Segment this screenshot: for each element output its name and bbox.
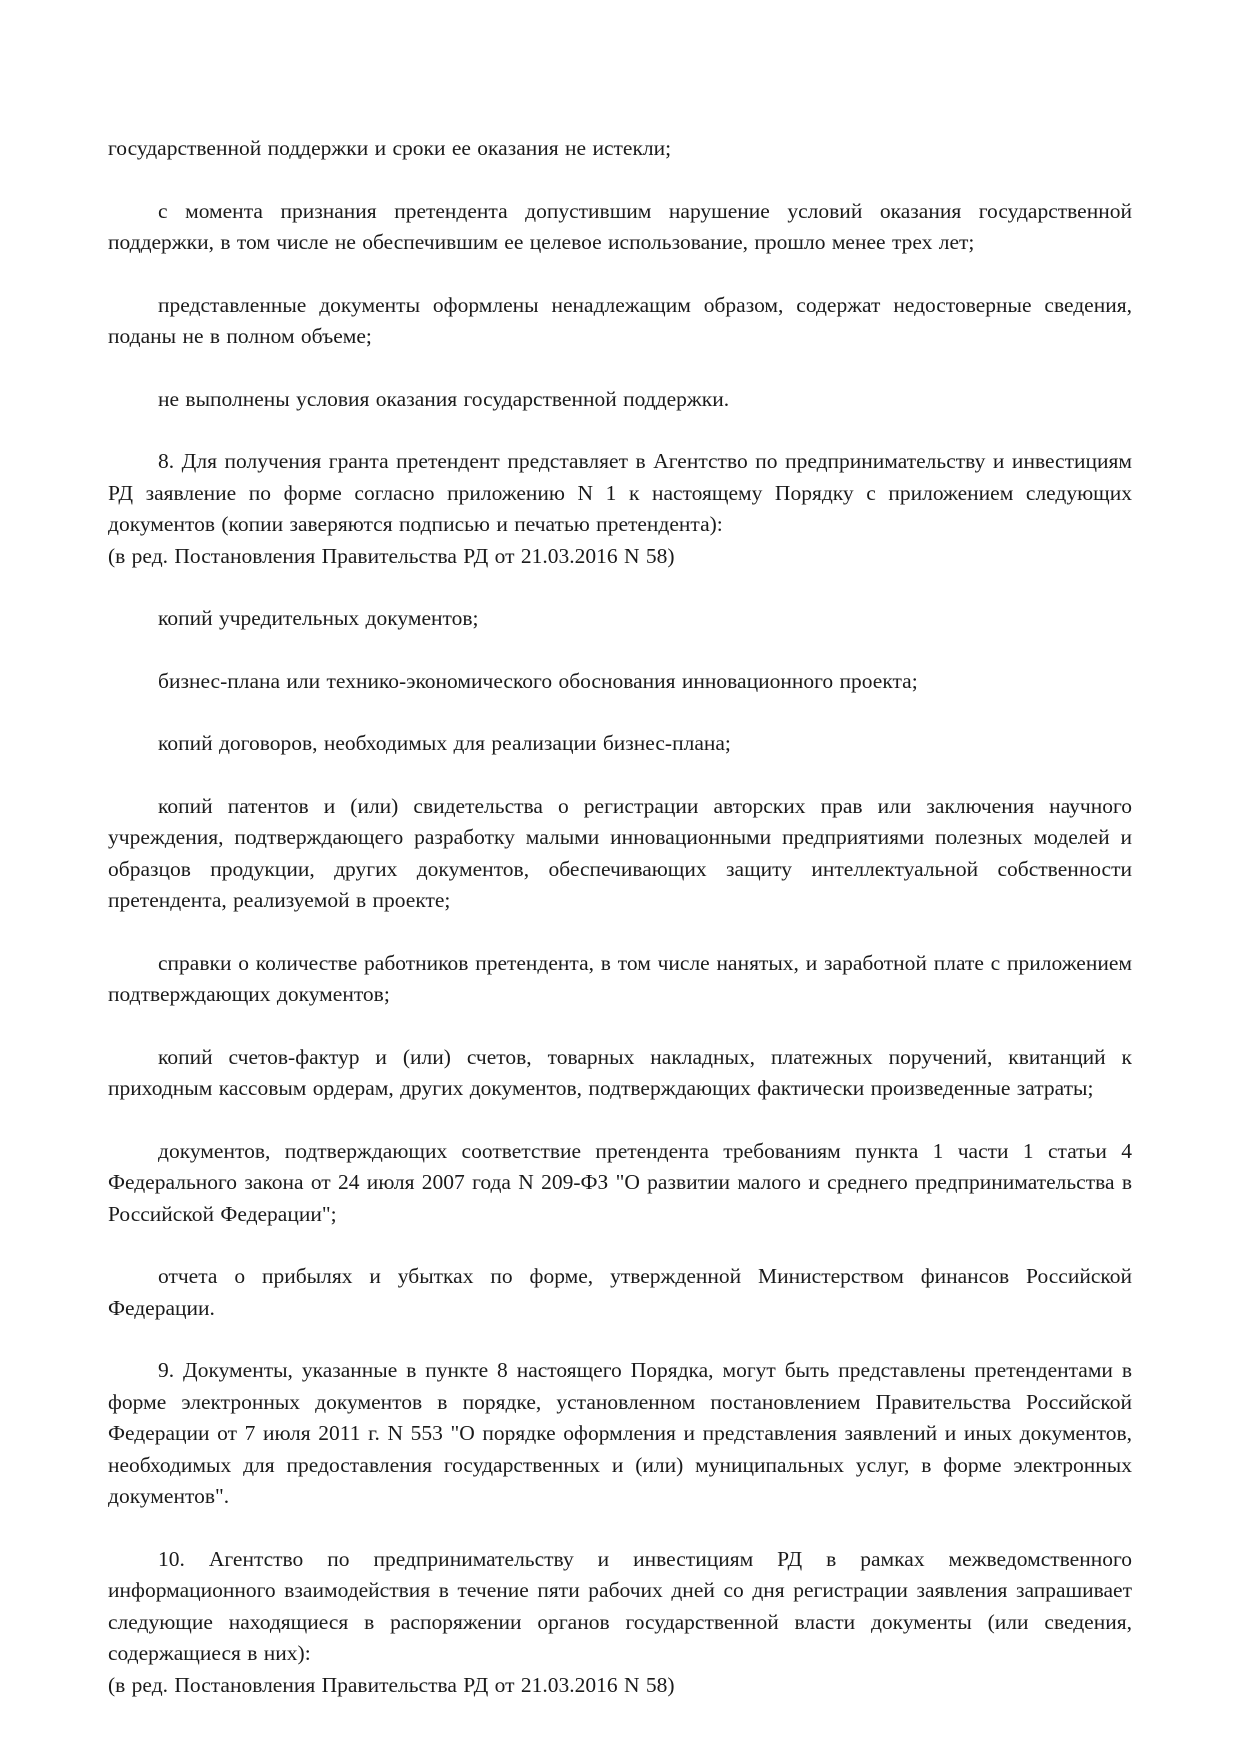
paragraph: с момента признания претендента допустившим нарушение условий оказания государственной поддержки, в том числе не обеспечившим ее целевое использование, прошло менее трех лет;: [108, 198, 1132, 254]
paragraph: копий счетов-фактур и (или) счетов, товарных накладных, платежных поручений, квитанций к приходным кассовым ордерам, других документов, подтверждающих фактически произведенные затраты;: [108, 1044, 1132, 1100]
paragraph: копий учредительных документов;: [158, 606, 479, 630]
paragraph: отчета о прибылях и убытках по форме, утвержденной Министерством финансов Российской Федерации.: [108, 1264, 1132, 1320]
paragraph: представленные документы оформлены ненадлежащим образом, содержат недостоверные сведения, поданы не в полном объеме;: [108, 292, 1132, 348]
paragraph: справки о количестве работников претендента, в том числе нанятых, и заработной плате с приложением подтверждающих документов;: [108, 950, 1132, 1006]
paragraph: не выполнены условия оказания государственной поддержки.: [158, 386, 730, 411]
paragraph-item-9: 9. Документы, указанные в пункте 8 настоящего Порядка, могут быть представлены претендентами в форме электронных документов в порядке, установленном постановлением Правительства Российской Федерации от 7 июля 2011 г. N 553 "О порядке оформления и представления заявлений и иных документов, необходимых для предоставления государственных и (или) муниципальных услуг, в форме электронных документов".: [108, 1358, 1132, 1508]
paragraph-continuation: государственной поддержки и сроки ее оказания не истекли;: [108, 136, 672, 160]
paragraph-item-10: 10. Агентство по предпринимательству и инвестициям РД в рамках межведомственного информационного взаимодействия в течение пяти рабочих дней со дня регистрации заявления запрашивает следующие находящиеся в распоряжении органов государственной власти документы (или сведения, содержащиеся в них):: [108, 1546, 1132, 1665]
revision-note: (в ред. Постановления Правительства РД от 21.03.2016 N 58): [108, 543, 675, 568]
revision-note: (в ред. Постановления Правительства РД от 21.03.2016 N 58): [108, 1672, 675, 1697]
paragraph: копий патентов и (или) свидетельства о регистрации авторских прав или заключения научного учреждения, подтверждающего разработку малыми инновационными предприятиями полезных моделей и образцов продукции, других документов, обеспечивающих защиту интеллектуальной собственности претендента, реализуемой в проекте;: [108, 793, 1132, 912]
paragraph: документов, подтверждающих соответствие претендента требованиям пункта 1 части 1 статьи 4 Федерального закона от 24 июля 2007 года N 209-ФЗ "О развитии малого и среднего предпринимательства в Российской Федерации";: [108, 1138, 1132, 1226]
paragraph: бизнес-плана или технико-экономического обоснования инновационного проекта;: [158, 668, 918, 693]
paragraph-item-8: 8. Для получения гранта претендент представляет в Агентство по предпринимательству и инвестициям РД заявление по форме согласно приложению N 1 к настоящему Порядку с приложением следующих документов (копии заверяются подписью и печатью претендента):: [108, 449, 1132, 536]
paragraph: копий договоров, необходимых для реализации бизнес-плана;: [158, 731, 731, 755]
